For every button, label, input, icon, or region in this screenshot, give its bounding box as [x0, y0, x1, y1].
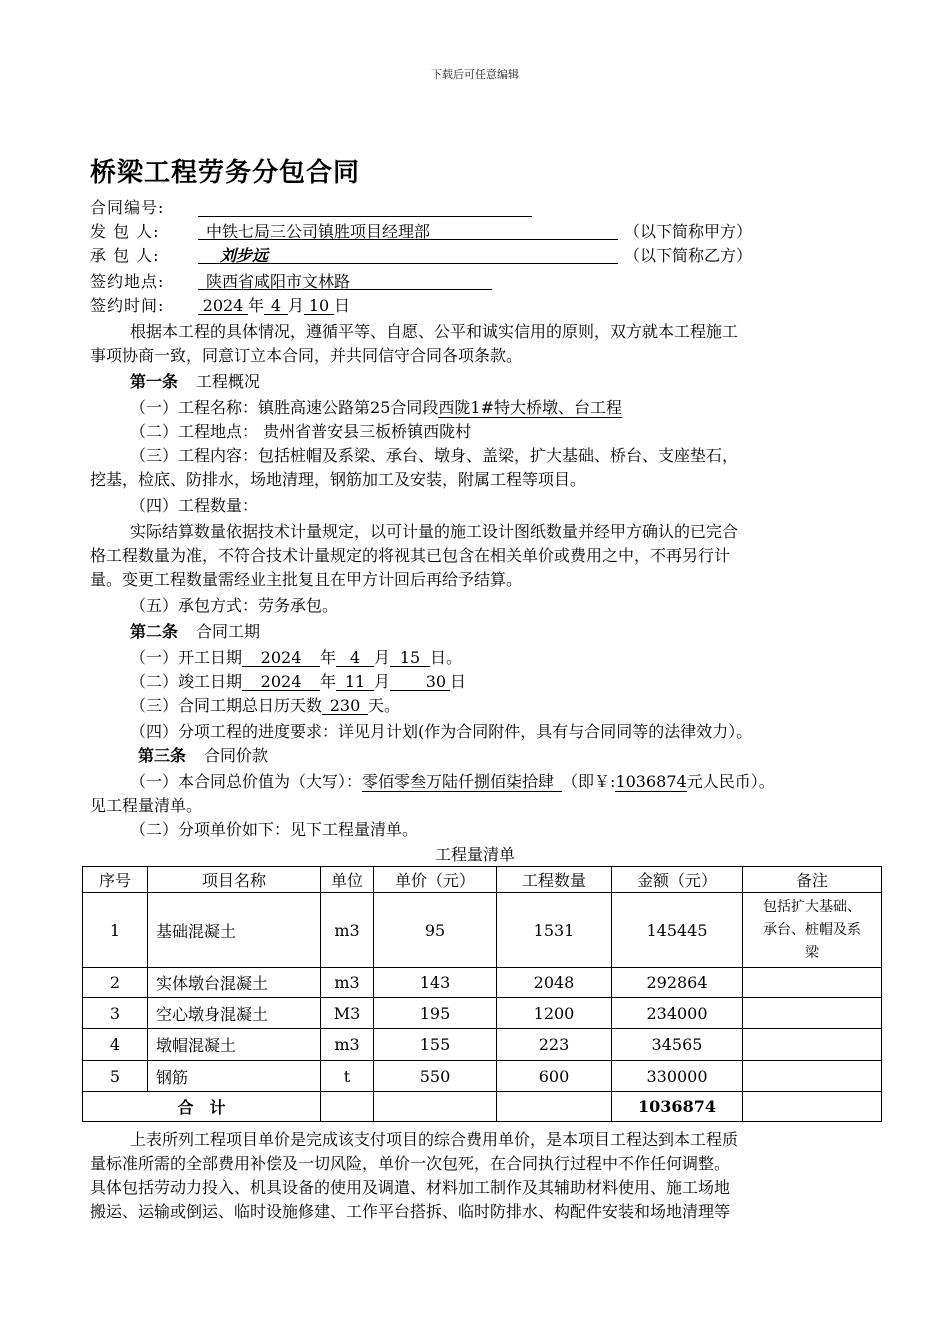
total-days-suffix: 天。	[368, 696, 401, 715]
cell-note	[743, 1061, 882, 1092]
time-day-unit: 日	[334, 296, 351, 315]
article1-qty-line-3: 量。变更工程数量需经业主批复且在甲方计回后再给予结算。	[90, 570, 523, 589]
intro-line-1: 根据本工程的具体情况，遵循平等、自愿、公平和诚实信用的原则，双方就本工程施工	[130, 322, 739, 341]
article2-label: 第二条	[130, 622, 179, 641]
end-prefix: （二）竣工日期	[130, 672, 243, 691]
start-month-unit: 月	[374, 648, 391, 667]
table-total-row	[83, 1092, 882, 1122]
start-day: 15	[390, 646, 430, 667]
place-row	[90, 270, 492, 294]
table-row	[83, 1029, 882, 1061]
th-amount: 金额（元）	[612, 867, 743, 893]
cell-qty: 223	[497, 1029, 612, 1061]
cell-amount: 34565	[612, 1029, 743, 1061]
article3-label: 第三条	[138, 746, 187, 765]
article1-location: （二）工程地点： 贵州省普安县三板桥镇西陇村	[130, 422, 472, 441]
table-row	[83, 1061, 882, 1092]
contractor-note: （以下简称乙方）	[624, 246, 753, 265]
start-year: 2024	[242, 646, 320, 667]
article1-name-underlined: 西陇1#特大桥墩、台工程	[438, 398, 622, 417]
table-title: 工程量清单	[434, 845, 515, 864]
article1-content-line-2: 挖基，检底、防排水，场地清理，钢筋加工及安装，附属工程等项目。	[90, 470, 587, 489]
article1-qty-heading: （四）工程数量：	[130, 496, 259, 515]
total-empty	[497, 1092, 612, 1122]
start-prefix: （一）开工日期	[130, 648, 243, 667]
total-days: 230	[322, 694, 368, 715]
cell-amount: 145445	[612, 893, 743, 968]
cell-amount: 292864	[612, 968, 743, 998]
article2-schedule: （四）分项工程的进度要求：详见月计划(作为合同附件，具有与合同同等的法律效力）。	[130, 722, 753, 741]
cell-no: 5	[83, 1061, 148, 1092]
cell-name: 墩帽混凝土	[148, 1029, 321, 1061]
article1-qty-line-1: 实际结算数量依据技术计量规定，以可计量的施工设计图纸数量并经甲方确认的已完合	[130, 522, 739, 541]
contractor-label: 承 包 人:	[90, 246, 160, 265]
contract-no-label: 合同编号:	[90, 198, 165, 217]
closing-line-3: 具体包括劳动力投入、机具设备的使用及调遣、材料加工制作及其辅助材料使用、施工场地	[90, 1178, 731, 1197]
article2-title: 合同工期	[196, 622, 261, 641]
time-day: 10	[304, 294, 334, 315]
closing-line-4: 搬运、运输或倒运、临时设施修建、工作平台搭拆、临时防排水、构配件安装和场地清理等	[90, 1202, 731, 1221]
time-year: 2024	[198, 294, 248, 315]
closing-line-1: 上表所列工程项目单价是完成该支付项目的综合费用单价，是本项目工程达到本工程质	[130, 1130, 739, 1149]
end-month-unit: 月	[374, 672, 391, 691]
article1-name	[130, 396, 622, 420]
table-row	[83, 968, 882, 998]
cell-price: 550	[374, 1061, 497, 1092]
issuer-value: 中铁七局三公司镇胜项目经理部	[198, 220, 618, 240]
cell-name: 钢筋	[148, 1061, 321, 1092]
end-day-unit: 日	[450, 672, 467, 691]
end-month: 11	[336, 670, 374, 691]
total-days-prefix: （三）合同工期总日历天数	[130, 696, 323, 715]
contract-total-suffix: 元人民币）。	[686, 772, 775, 791]
contract-total-num: 1036874	[615, 772, 687, 791]
header-note: 下载后可任意编辑	[431, 68, 519, 81]
article1-title: 工程概况	[196, 372, 261, 391]
article3-unit-price: （二）分项单价如下：见下工程量清单。	[130, 820, 419, 839]
cell-qty: 1531	[497, 893, 612, 968]
time-month: 4	[264, 294, 288, 315]
th-name: 项目名称	[148, 867, 321, 893]
article1-label: 第一条	[130, 372, 179, 391]
article1-qty-line-2: 格工程数量为准，不符合技术计量规定的将视其已包含在相关单价或费用之中，不再另行计	[90, 546, 731, 565]
end-year: 2024	[242, 670, 320, 691]
table-header-row	[83, 867, 882, 893]
start-day-unit: 日。	[430, 648, 463, 667]
cell-price: 155	[374, 1029, 497, 1061]
cell-qty: 1200	[497, 998, 612, 1029]
cell-price: 143	[374, 968, 497, 998]
contract-total-upper: 零佰零叁万陆仟捌佰柒拾肆	[362, 772, 562, 792]
end-day: 30	[390, 670, 450, 691]
note-line-1: 包括扩大基础、	[763, 898, 861, 915]
cell-note	[743, 1029, 882, 1061]
cell-unit: m3	[321, 893, 374, 968]
contractor-row	[90, 244, 752, 268]
end-year-unit: 年	[320, 672, 337, 691]
place-label: 签约地点:	[90, 272, 165, 291]
article3-title: 合同价款	[204, 746, 269, 765]
contract-no-value	[198, 196, 532, 217]
cell-qty: 600	[497, 1061, 612, 1092]
cell-unit: M3	[321, 998, 374, 1029]
cell-no: 3	[83, 998, 148, 1029]
cell-unit: m3	[321, 1029, 374, 1061]
cell-no: 4	[83, 1029, 148, 1061]
cell-unit: t	[321, 1061, 374, 1092]
start-month: 4	[336, 646, 374, 667]
cell-note	[743, 893, 882, 968]
cell-price: 195	[374, 998, 497, 1029]
cell-name: 空心墩身混凝土	[148, 998, 321, 1029]
article1-mode: （五）承包方式：劳务承包。	[130, 596, 339, 615]
intro-line-2: 事项协商一致，同意订立本合同，并共同信守合同各项条款。	[90, 346, 523, 365]
contract-total-mid: （即￥:	[562, 772, 616, 791]
th-qty: 工程数量	[497, 867, 612, 893]
article1-name-plain: 镇胜高速公路第25合同段	[258, 398, 439, 417]
total-empty	[743, 1092, 882, 1122]
issuer-row	[90, 220, 752, 244]
cell-name: 实体墩台混凝土	[148, 968, 321, 998]
total-amount: 1036874	[612, 1092, 743, 1122]
article3-heading	[138, 744, 268, 768]
total-empty	[321, 1092, 374, 1122]
th-unit: 单位	[321, 867, 374, 893]
page-title: 桥梁工程劳务分包合同	[90, 158, 361, 188]
time-month-unit: 月	[288, 296, 305, 315]
th-no: 序号	[83, 867, 148, 893]
article2-start	[130, 646, 462, 670]
time-row	[90, 294, 350, 318]
article2-heading	[130, 620, 260, 644]
note-line-3: 梁	[805, 944, 819, 961]
th-price: 单价（元）	[374, 867, 497, 893]
contract-total-prefix: （一）本合同总价值为（大写）：	[130, 772, 363, 791]
article3-total	[130, 770, 775, 794]
th-note: 备注	[743, 867, 882, 893]
cell-note	[743, 968, 882, 998]
cell-note	[743, 998, 882, 1029]
note-line-2: 承台、桩帽及系	[763, 921, 861, 938]
table-row	[83, 998, 882, 1029]
contractor-value: 刘步远	[198, 244, 618, 264]
closing-line-2: 量标准所需的全部费用补偿及一切风险，单价一次包死，在合同执行过程中不作任何调整。	[90, 1154, 731, 1173]
cell-name: 基础混凝土	[148, 893, 321, 968]
issuer-note: （以下简称甲方）	[624, 222, 753, 241]
contract-no-row	[90, 196, 532, 220]
cell-unit: m3	[321, 968, 374, 998]
article1-content-line-1: （三）工程内容：包括桩帽及系梁、承台、墩身、盖梁，扩大基础、桥台、支座垫石，	[130, 446, 739, 465]
article2-total	[130, 694, 400, 718]
cell-no: 1	[83, 893, 148, 968]
article1-heading	[130, 370, 260, 394]
article3-total-line-2: 见工程量清单。	[90, 796, 203, 815]
time-year-unit: 年	[248, 296, 265, 315]
cell-qty: 2048	[497, 968, 612, 998]
total-label: 合 计	[83, 1092, 321, 1122]
cell-amount: 234000	[612, 998, 743, 1029]
quantity-table	[82, 866, 882, 1122]
total-empty	[374, 1092, 497, 1122]
article2-end	[130, 670, 466, 694]
time-label: 签约时间:	[90, 296, 165, 315]
cell-price: 95	[374, 893, 497, 968]
place-value: 陕西省咸阳市文林路	[198, 270, 492, 290]
issuer-label: 发 包 人:	[90, 222, 160, 241]
cell-no: 2	[83, 968, 148, 998]
cell-amount: 330000	[612, 1061, 743, 1092]
article1-name-prefix: （一）工程名称：	[130, 398, 259, 417]
start-year-unit: 年	[320, 648, 337, 667]
table-row	[83, 893, 882, 968]
